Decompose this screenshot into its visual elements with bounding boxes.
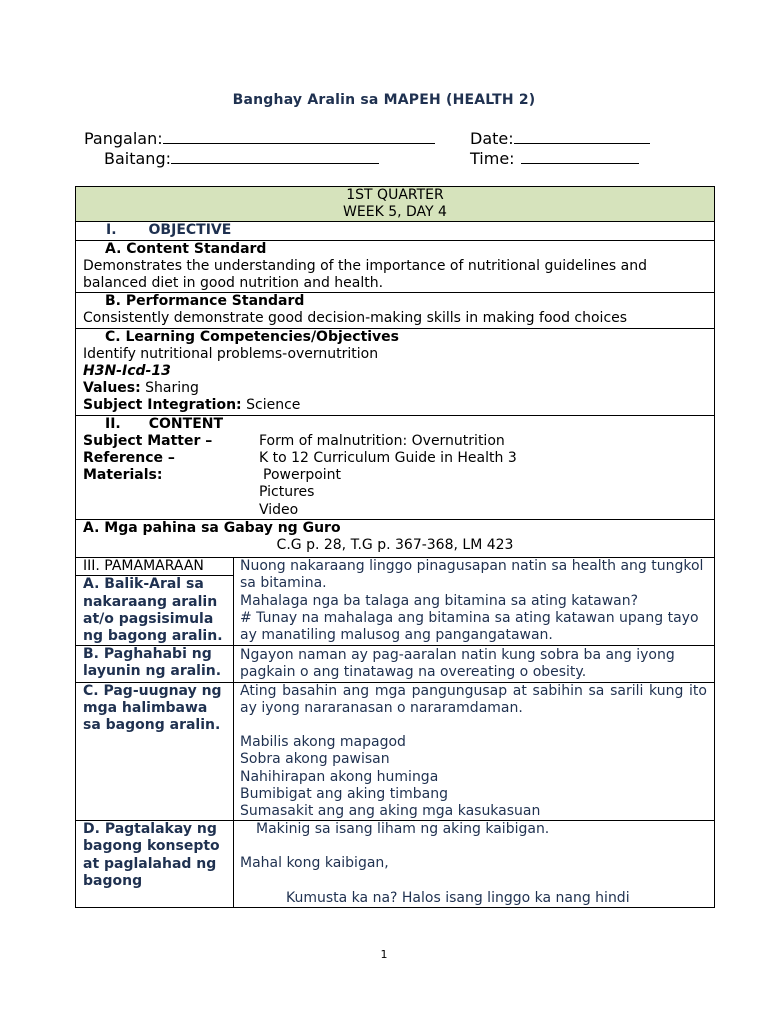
procedure-heading: III. PAMAMARAAN (76, 558, 233, 576)
integration-text: Science (246, 397, 301, 414)
values-label: Values: (83, 380, 141, 397)
procedure-a-text1: Nuong nakaraang linggo pinagusapan natin sa health ang tungkol sa bitamina. (240, 558, 704, 592)
document-title: Banghay Aralin sa MAPEH (HEALTH 2) (232, 92, 536, 108)
quarter-row (76, 187, 715, 222)
content-standard-text: Demonstrates the understanding of the importance of nutritional guidelines and balanced diet in good nutrition and health. (83, 257, 647, 292)
quarter-cell (76, 187, 715, 222)
competencies-label: C. Learning Competencies/Objectives (105, 328, 400, 345)
content-standard-row (76, 240, 715, 293)
content-standard-label: A. Content Standard (105, 240, 267, 257)
subject-matter-label: Subject Matter – (83, 432, 213, 449)
guide-pages: C.G p. 28, T.G p. 367-368, LM 423 (276, 537, 514, 554)
guide-cell (76, 519, 715, 557)
performance-standard-label: B. Performance Standard (105, 293, 305, 310)
date-label: Date: (470, 129, 514, 148)
name-field[interactable] (84, 128, 435, 148)
procedure-d-text1: Makinig sa isang liham ng aking kaibigan. (256, 821, 550, 838)
material-item: Powerpoint (263, 467, 342, 484)
procedure-b-text: Ngayon naman ay pag-aaralan natin kung sobra ba ang iyong pagkain o ang tinatawag na overeating o obesity. (234, 646, 715, 682)
guide-label: A. Mga pahina sa Gabay ng Guro (83, 519, 341, 536)
material-item: Video (259, 501, 299, 518)
time-label: Time: (470, 149, 515, 168)
procedure-a-text3: # Tunay na mahalaga ang bitamina sa ating katawan upang tayo ay manatiling malusog ang pangangatawan. (240, 609, 699, 644)
procedure-row-d (76, 821, 715, 908)
procedure-d-text2: Mahal kong kaibigan, (240, 855, 389, 872)
performance-standard-row (76, 293, 715, 328)
values-text: Sharing (145, 380, 199, 397)
competency-code: H3N-Icd-13 (83, 363, 171, 380)
procedure-row-c (76, 682, 715, 820)
values-line (83, 380, 714, 397)
objective-heading-row (76, 222, 715, 240)
reference-label: Reference – (83, 450, 175, 467)
procedure-c-item: Mabilis akong mapagod (240, 734, 406, 751)
quarter-label: 1ST QUARTER (346, 187, 444, 203)
date-blank[interactable] (514, 128, 650, 144)
objective-heading-text: OBJECTIVE (148, 222, 232, 239)
grade-field[interactable] (104, 148, 379, 168)
name-label: Pangalan: (84, 129, 163, 148)
content-heading-num: II. (105, 415, 121, 432)
procedure-a-label: A. Balik-Aral sa nakaraang aralin at/o pagsisimula ng bagong aralin. (83, 576, 223, 645)
content-standard-cell (76, 240, 715, 293)
integration-line (83, 397, 714, 414)
competency-text: Identify nutritional problems-overnutrition (83, 345, 379, 362)
guide-row (76, 519, 715, 557)
reference-line (83, 450, 714, 467)
procedure-left-a (76, 558, 234, 646)
procedure-a-text2: Mahalaga nga ba talaga ang bitamina sa ating katawan? (240, 592, 639, 609)
competencies-row (76, 328, 715, 415)
competencies-cell (76, 328, 715, 415)
grade-blank[interactable] (171, 148, 379, 164)
integration-label: Subject Integration: (83, 397, 242, 414)
name-blank[interactable] (163, 128, 435, 144)
performance-standard-cell (76, 293, 715, 328)
week-label: WEEK 5, DAY 4 (343, 204, 447, 221)
materials-label: Materials: (83, 467, 163, 484)
materials-line (83, 502, 714, 519)
procedure-c-item: Bumibigat ang aking timbang (240, 785, 449, 802)
subject-matter-text: Form of malnutrition: Overnutrition (259, 432, 505, 449)
material-item: Pictures (259, 484, 315, 501)
procedure-a-content (234, 558, 715, 646)
procedure-d-content (234, 821, 715, 908)
lesson-plan-table (75, 186, 715, 908)
page-number: 1 (380, 948, 388, 961)
procedure-c-item: Sumasakit ang ang aking mga kasukasuan (240, 802, 541, 819)
materials-line (83, 484, 714, 501)
materials-line (83, 467, 714, 484)
procedure-c-label: C. Pag-uugnay ng mga halimbawa sa bagong aralin. (76, 682, 234, 820)
procedure-c-item: Nahihirapan akong huminga (240, 768, 439, 785)
procedure-c-item: Sobra akong pawisan (240, 751, 390, 768)
procedure-b-label: B. Paghahabi ng layunin ng aralin. (76, 646, 234, 682)
content-heading-text: CONTENT (148, 415, 224, 432)
procedure-row-b (76, 646, 715, 682)
date-field[interactable] (470, 128, 650, 148)
reference-text: K to 12 Curriculum Guide in Health 3 (259, 450, 517, 467)
time-blank[interactable] (521, 148, 639, 164)
grade-label: Baitang: (104, 149, 171, 168)
content-cell (76, 415, 715, 519)
procedure-c-content (234, 682, 715, 820)
content-row (76, 415, 715, 519)
objective-heading-num: I. (106, 222, 117, 239)
procedure-d-text3: Kumusta ka na? Halos isang linggo ka nang hindi (286, 889, 630, 906)
content-heading (83, 416, 714, 433)
time-field[interactable] (470, 148, 639, 168)
procedure-d-label: D. Pagtalakay ng bagong konsepto at paglalahad ng bagong (76, 821, 234, 908)
objective-heading (76, 222, 715, 240)
performance-standard-text: Consistently demonstrate good decision-making skills in making food choices (83, 310, 628, 327)
procedure-row-a (76, 558, 715, 646)
subject-matter-line (83, 433, 714, 450)
procedure-c-text: Ating basahin ang mga pangungusap at sabihin sa sarili kung ito ay iyong nararanasan o nararamdaman. (240, 682, 707, 716)
